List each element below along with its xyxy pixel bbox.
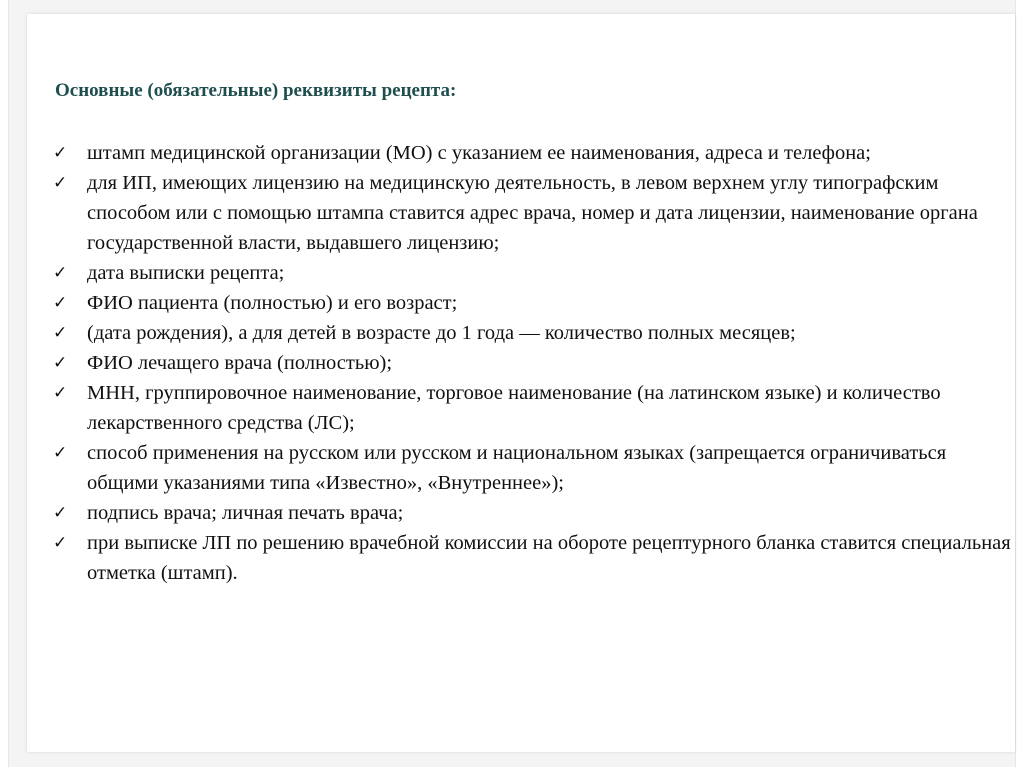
list-item (53, 528, 1013, 588)
list-item-text: для ИП, имеющих лицензию на медицинскую деятельность, в левом верхнем углу типографским способом или с помощью штампа ставится адрес врача, номер и дата лицензии, наименование органа государственной власти, выдавшего лицензию; (87, 172, 978, 254)
check-icon: ✓ (53, 503, 68, 523)
list-item (53, 168, 1013, 258)
list-item-text: дата выписки рецепта; (87, 262, 285, 284)
slide (27, 14, 1015, 752)
list-item-text: МНН, группировочное наименование, торговое наименование (на латинском языке) и количество лекарственного средства (ЛС); (87, 382, 941, 434)
requisites-list (53, 138, 1013, 588)
check-icon: ✓ (53, 533, 68, 553)
list-item (53, 378, 1013, 438)
list-item-text: штамп медицинской организации (МО) с указанием ее наименования, адреса и телефона; (87, 142, 871, 164)
list-item-text: способ применения на русском или русском и национальном языках (запрещается ограничиваться общими указаниями типа «Известно», «Внутреннее»); (87, 442, 947, 494)
list-item (53, 318, 1013, 348)
check-icon: ✓ (53, 443, 68, 463)
slide-frame (8, 0, 1016, 767)
list-item (53, 438, 1013, 498)
list-item (53, 258, 1013, 288)
check-icon: ✓ (53, 383, 68, 403)
check-icon: ✓ (53, 143, 68, 163)
list-item-text: подпись врача; личная печать врача; (87, 502, 404, 524)
list-item-text: ФИО лечащего врача (полностью); (87, 352, 393, 374)
slide-title: Основные (обязательные) реквизиты рецепта: (55, 80, 457, 101)
list-item-text: при выписке ЛП по решению врачебной комиссии на обороте рецептурного бланка ставится специальная отметка (штамп). (87, 532, 1011, 584)
list-item (53, 498, 1013, 528)
list-item (53, 138, 1013, 168)
check-icon: ✓ (53, 263, 68, 283)
list-item (53, 288, 1013, 318)
check-icon: ✓ (53, 323, 68, 343)
list-item-text: (дата рождения), а для детей в возрасте до 1 года — количество полных месяцев; (87, 322, 796, 344)
list-item (53, 348, 1013, 378)
check-icon: ✓ (53, 353, 68, 373)
check-icon: ✓ (53, 293, 68, 313)
check-icon: ✓ (53, 173, 68, 193)
list-item-text: ФИО пациента (полностью) и его возраст; (87, 292, 458, 314)
